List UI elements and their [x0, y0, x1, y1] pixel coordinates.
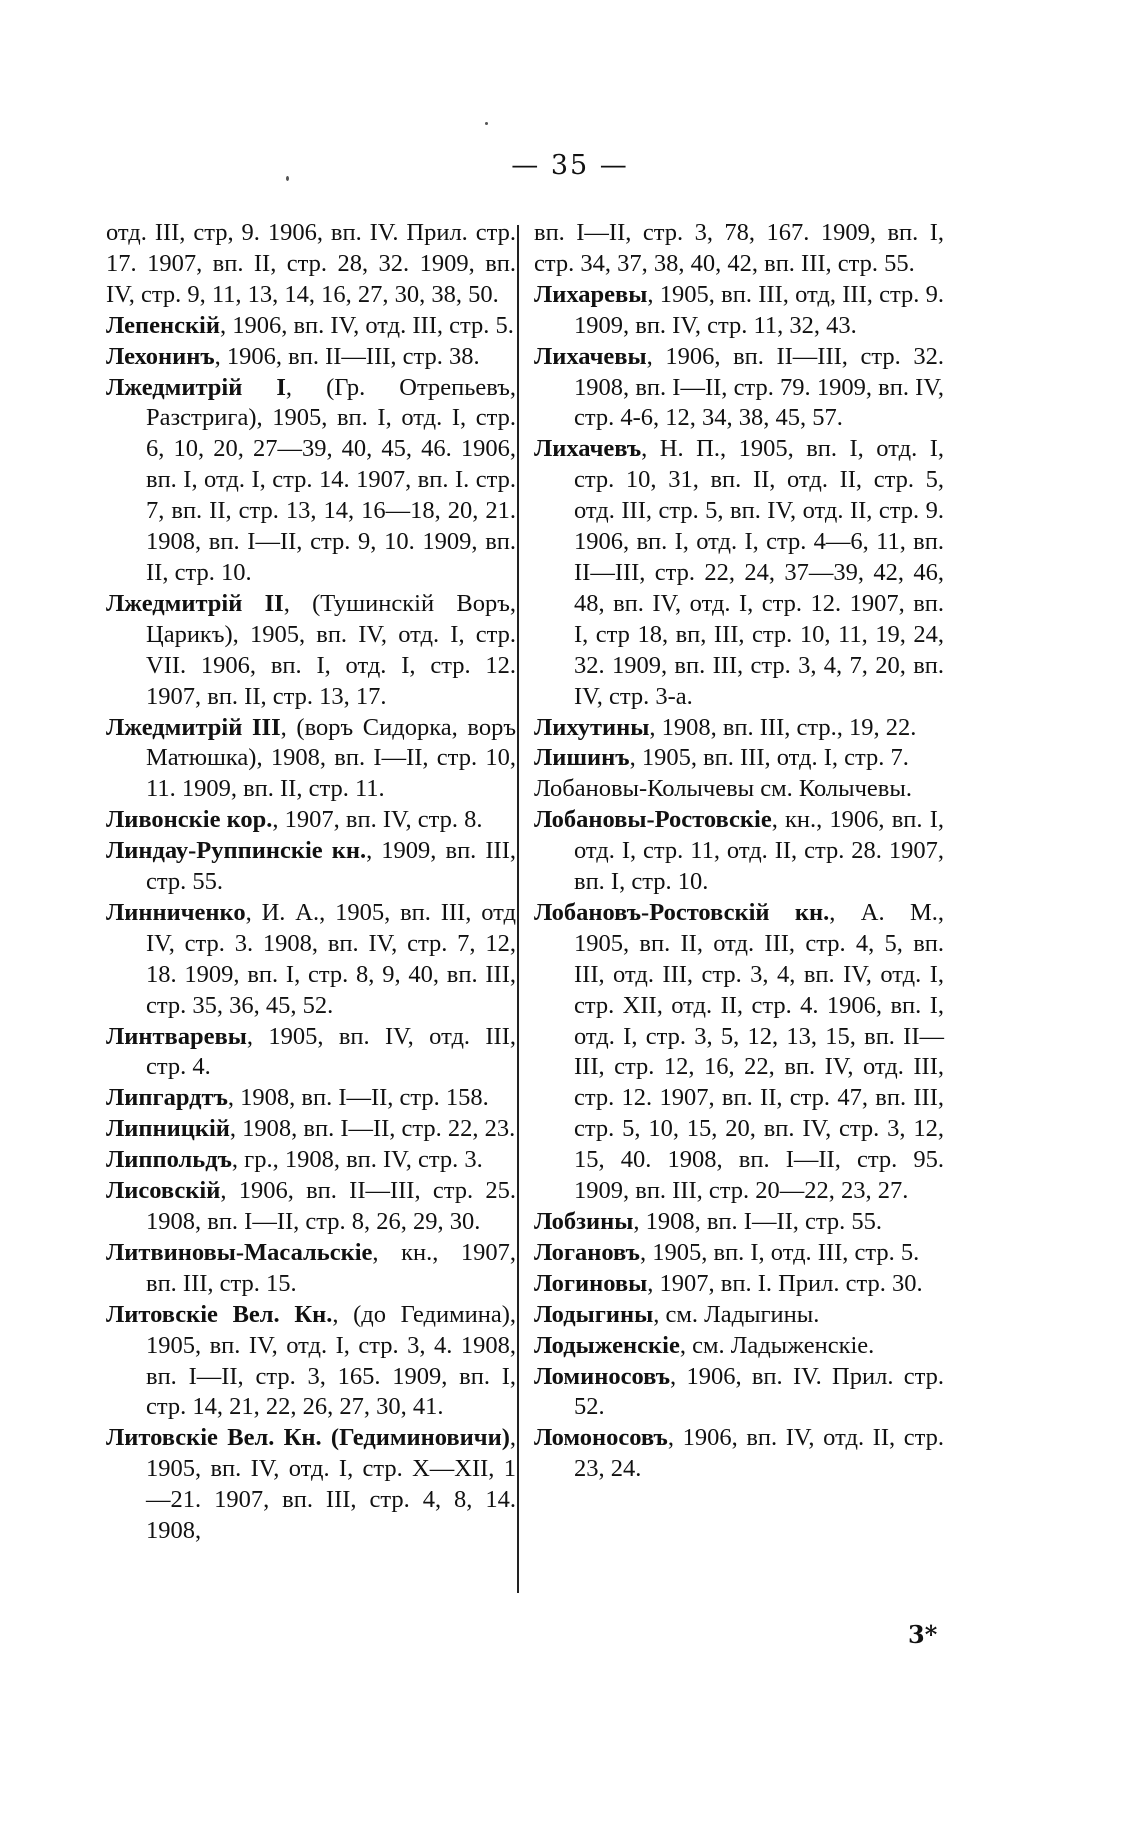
entry-heading: Ломиносовъ [534, 1362, 671, 1390]
page-number: — 35 — [511, 150, 629, 181]
index-entry: Липгардтъ, 1908, вп. I—II, стр. 158. [106, 1084, 489, 1112]
entry-heading: Литовскіе Вел. Кн. (Гедиминовичи) [106, 1424, 510, 1452]
entry-heading: Логиновы [534, 1269, 648, 1297]
entry-heading: Линниченко [106, 898, 246, 926]
entry-heading: Лихачевъ [534, 435, 642, 463]
index-entry: Линдау-Руппинскіе кн., 1909, вп. III, стр. 55. [106, 837, 516, 896]
entry-heading: Лепенскій [106, 311, 220, 339]
index-entry: Лихаревы, 1905, вп. III, отд, III, стр. 9. 1909, вп. IV, стр. 11, 32, 43. [534, 280, 944, 339]
entry-heading: Линдау-Руппинскіе кн. [106, 837, 367, 865]
index-entry: Ливонскіе кор., 1907, вп. IV, стр. 8. [106, 806, 483, 834]
print-speck [485, 122, 488, 125]
entry-heading: Лжедмитрій II [106, 589, 284, 617]
index-entry: вп. I—II, стр. 3, 78, 167. 1909, вп. I, стр. 34, 37, 38, 40, 42, вп. III, стр. 55. [534, 219, 944, 277]
entry-heading: Ломоносовъ [534, 1424, 668, 1452]
index-entry: Лодыженскіе, см. Ладыженскіе. [534, 1331, 875, 1359]
entry-heading: Линтваревы [106, 1022, 247, 1050]
index-entry: Лихачевъ, Н. П., 1905, вп. I, отд. I, стр. 10, 31, вп. II, отд. II, стр. 5, отд. III, стр. 5, вп. IV, отд. II, стр. 9. 1906, вп. I, отд. I, стр. 4—6, 11, вп. II—III, стр. 22, 24, 37—39, 42, 46, 48, вп. IV, отд. I, стр. 12. 1907, вп. I, стр 18, вп, III, стр. 10, 11, 19, 24, 32. 1909, вп. III, стр. 3, 4, 7, 20, вп. IV, стр. 3-а. [534, 435, 944, 710]
entry-heading: Литвиновы-Масальскіе [106, 1238, 373, 1266]
index-entry: Лепенскій, 1906, вп. IV, отд. III, стр. 5. [106, 311, 514, 339]
index-entry: Лобановы-Колычевы см. Колычевы. [534, 775, 912, 803]
entry-heading: Лисовскій [106, 1177, 221, 1205]
index-entry: Лишинъ, 1905, вп. III, отд. I, стр. 7. [534, 744, 909, 772]
index-entry: Липницкій, 1908, вп. I—II, стр. 22, 23. [106, 1115, 516, 1143]
entry-heading: Лихаревы [534, 280, 648, 308]
index-entry: Лихачевы, 1906, вп. II—III, стр. 32. 1908, вп. I—II, стр. 79. 1909, вп. IV, стр. 4-6, 12, 34, 38, 45, 57. [534, 342, 944, 432]
index-entry: Липпольдъ, гр., 1908, вп. IV, стр. 3. [106, 1146, 483, 1174]
index-entry: Линниченко, И. А., 1905, вп. III, отд IV, стр. 3. 1908, вп. IV, стр. 7, 12, 18. 1909, вп. I, стр. 8, 9, 40, вп. III, стр. 35, 36, 45, 52. [106, 898, 516, 1019]
index-entry: Лехонинъ, 1906, вп. II—III, стр. 38. [106, 342, 480, 370]
entry-heading: Лехонинъ [106, 342, 215, 370]
index-entry: Ломиносовъ, 1906, вп. IV. Прил. стр. 52. [534, 1362, 944, 1421]
entry-heading: Лихутины [534, 713, 650, 741]
index-entry: Линтваревы, 1905, вп. IV, отд. III, стр. 4. [106, 1022, 516, 1081]
entry-heading: Лжедмитрій III [106, 713, 281, 741]
entry-heading: Лодыженскіе [534, 1331, 680, 1359]
index-entry: Лжедмитрій I, (Гр. Отрепьевъ, Разстрига), 1905, вп. I, отд. I, стр. 6, 10, 20, 27—39, 40, 45, 46. 1906, вп. I, отд. I, стр. 14. 1907, вп. I. стр. 7, вп. II, стр. 13, 14, 16—18, 20, 21. 1908, вп. I—II, стр. 9, 10. 1909, вп. II, стр. 10. [106, 373, 516, 586]
entry-heading: Лобановъ-Ростовскій кн. [534, 898, 830, 926]
index-entry: Лобановы-Ростовскіе, кн., 1906, вп. I, отд. I, стр. 11, отд. II, стр. 28. 1907, вп. I, стр. 10. [534, 806, 944, 896]
index-entry: Логиновы, 1907, вп. I. Прил. стр. 30. [534, 1269, 923, 1297]
index-entry: Лобановъ-Ростовскій кн., А. М., 1905, вп. II, отд. III, стр. 4, 5, вп. III, отд. III, стр. 3, 4, вп. IV, отд. I, стр. XII, отд. II, стр. 4. 1906, вп. I, отд. I, стр. 3, 5, 12, 13, 15, вп. II—III, стр. 12, 16, 22, вп. IV, отд. III, стр. 12. 1907, вп. II, стр. 47, вп. III, стр. 5, 10, 15, 20, вп. IV, стр. 3, 12, 15, 40. 1908, вп. I—II, стр. 95. 1909, вп. III, стр. 20—22, 23, 27. [534, 898, 944, 1205]
entry-heading: Лихачевы [534, 342, 647, 370]
entry-heading: Липпольдъ [106, 1146, 232, 1174]
entry-heading: Лишинъ [534, 744, 630, 772]
right-column [534, 218, 944, 1485]
entry-heading: Логановъ [534, 1238, 640, 1266]
index-entry: Литвиновы-Масальскіе, кн., 1907, вп. III, стр. 15. [106, 1238, 516, 1297]
entry-heading: Липницкій [106, 1115, 230, 1143]
index-entry: Лжедмитрій III, (воръ Сидорка, воръ Матюшка), 1908, вп. I—II, стр. 10, 11. 1909, вп. II, стр. 11. [106, 713, 516, 803]
index-entry: Литовскіе Вел. Кн. (Гедиминовичи), 1905, вп. IV, отд. I, стр. X—XII, 1—21. 1907, вп. III, стр. 4, 8, 14. 1908, [106, 1424, 516, 1545]
entry-heading: Лодыгины [534, 1300, 654, 1328]
entry-heading: Ливонскіе кор. [106, 806, 273, 834]
index-entry: Лихутины, 1908, вп. III, стр., 19, 22. [534, 713, 917, 741]
index-entry: Лобзины, 1908, вп. I—II, стр. 55. [534, 1208, 883, 1235]
entry-heading: Лобановы-Ростовскіе [534, 806, 772, 834]
left-column [106, 218, 516, 1547]
index-entry: Лодыгины, см. Ладыгины. [534, 1300, 820, 1328]
index-entry: отд. III, стр, 9. 1906, вп. IV. Прил. стр. 17. 1907, вп. II, стр. 28, 32. 1909, вп. IV, стр. 9, 11, 13, 14, 16, 27, 30, 38, 50. [106, 219, 516, 308]
signature-mark: 3* [908, 1620, 938, 1649]
entry-heading: Лжедмитрій I [106, 373, 286, 401]
entry-heading: Литовскіе Вел. Кн. [106, 1300, 333, 1328]
index-entry: Лжедмитрій II, (Тушинскій Воръ, Царикъ), 1905, вп. IV, отд. I, стр. VII. 1906, вп. I, отд. I, стр. 12. 1907, вп. II, стр. 13, 17. [106, 589, 516, 710]
index-entry: Логановъ, 1905, вп. I, отд. III, стр. 5. [534, 1238, 920, 1266]
index-entry: Лисовскій, 1906, вп. II—III, стр. 25. 1908, вп. I—II, стр. 8, 26, 29, 30. [106, 1177, 516, 1235]
column-divider [517, 225, 519, 1593]
index-entry: Ломоносовъ, 1906, вп. IV, отд. II, стр. 23, 24. [534, 1424, 944, 1483]
entry-heading: Липгардтъ [106, 1084, 228, 1112]
index-entry: Литовскіе Вел. Кн., (до Гедимина), 1905, вп. IV, отд. I, стр. 3, 4. 1908, вп. I—II, стр. 3, 165. 1909, вп. I, стр. 14, 21, 22, 26, 27, 30, 41. [106, 1300, 516, 1421]
entry-heading: Лобзины [534, 1208, 634, 1235]
